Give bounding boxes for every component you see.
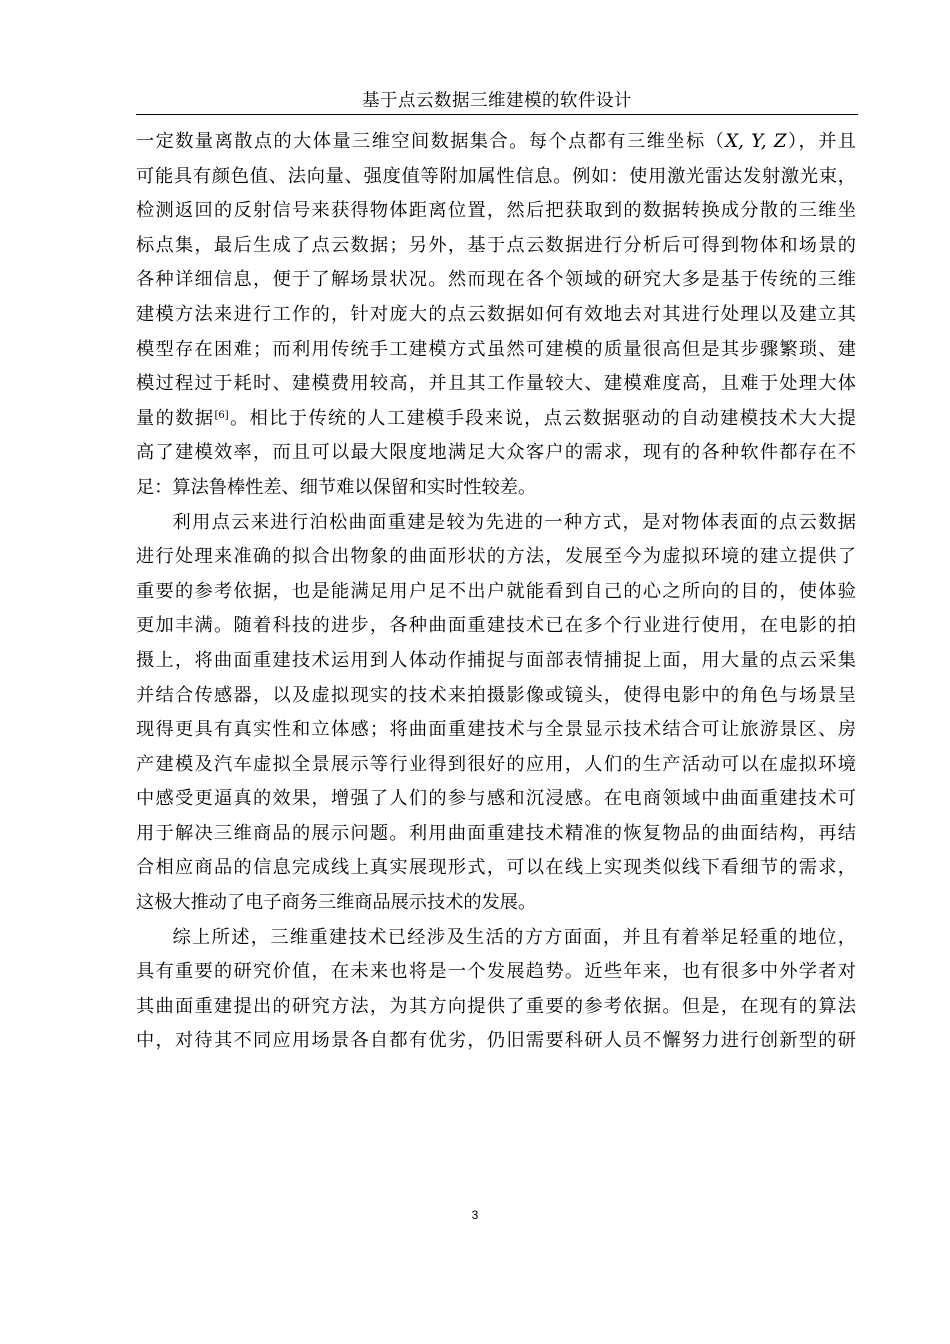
paragraph-2-line-5: 摄上，将曲面重建技术运用到人体动作捕捉与面部表情捕捉上面，用大量的点云采集 xyxy=(136,649,856,671)
paragraph-1-line-9: 量的数据[6]。相比于传统的人工建模手段来说，点云数据驱动的自动建模技术大大提 xyxy=(136,407,856,429)
paragraph-1-line-2: 可能具有颜色值、法向量、强度值等附加属性信息。例如：使用激光雷达发射激光束， xyxy=(136,165,856,187)
paragraph-2-line-8: 产建模及汽车虚拟全景展示等行业得到很好的应用，人们的生产活动可以在虚拟环境 xyxy=(136,753,856,775)
paragraph-3-line-4: 中，对待其不同应用场景各自都有优劣，仍旧需要科研人员不懈努力进行创新型的研 xyxy=(136,1030,856,1052)
paragraph-2-line-10: 用于解决三维商品的展示问题。利用曲面重建技术精准的恢复物品的曲面结构，再结 xyxy=(136,822,856,844)
paragraph-1-line-5: 各种详细信息，便于了解场景状况。然而现在各个领域的研究大多是基于传统的三维 xyxy=(136,269,856,291)
paragraph-2-line-12: 这极大推动了电子商务三维商品展示技术的发展。 xyxy=(136,892,537,914)
paragraph-1-line-1: 一定数量离散点的大体量三维空间数据集合。每个点都有三维坐标（X, Y, Z），并且 xyxy=(136,131,856,152)
page-number: 3 xyxy=(471,1208,479,1222)
paragraph-1-line-4: 标点集，最后生成了点云数据；另外，基于点云数据进行分析后可得到物体和场景的 xyxy=(136,234,856,256)
paragraph-2-line-3: 重要的参考依据，也是能满足用户足不出户就能看到自己的心之所向的目的，使体验 xyxy=(136,580,856,602)
paragraph-3-line-1: 综上所述，三维重建技术已经涉及生活的方方面面，并且有着举足轻重的地位， xyxy=(172,926,856,948)
paragraph-1-line-6: 建模方法来进行工作的，针对庞大的点云数据如何有效地去对其进行处理以及建立其 xyxy=(136,303,856,325)
header-rule xyxy=(136,114,858,115)
citation-reference[interactable]: [6] xyxy=(214,409,229,421)
paragraph-1-line-3: 检测返回的反射信号来获得物体距离位置，然后把获取到的数据转换成分散的三维坐 xyxy=(136,200,856,222)
paragraph-1-line-11: 足：算法鲁棒性差、细节难以保留和实时性较差。 xyxy=(136,476,537,498)
paragraph-2-line-1: 利用点云来进行泊松曲面重建是较为先进的一种方式，是对物体表面的点云数据 xyxy=(172,511,856,533)
paragraph-1-line-7: 模型存在困难；而利用传统手工建模方式虽然可建模的质量很高但是其步骤繁琐、建 xyxy=(136,338,856,360)
paragraph-2-line-4: 更加丰满。随着科技的进步，各种曲面重建技术已在多个行业进行使用，在电影的拍 xyxy=(136,615,856,637)
paragraph-3-line-2: 具有重要的研究价值，在未来也将是一个发展趋势。近些年来，也有很多中外学者对 xyxy=(136,961,856,983)
paragraph-2-line-6: 并结合传感器，以及虚拟现实的技术来拍摄影像或镜头，使得电影中的角色与场景呈 xyxy=(136,684,856,706)
paragraph-2-line-11: 合相应商品的信息完成线上真实展现形式，可以在线上实现类似线下看细节的需求， xyxy=(136,857,856,879)
paragraph-2-line-2: 进行处理来准确的拟合出物象的曲面形状的方法，发展至今为虚拟环境的建立提供了 xyxy=(136,546,856,568)
paragraph-2-line-7: 现得更具有真实性和立体感；将曲面重建技术与全景显示技术结合可让旅游景区、房 xyxy=(136,719,856,741)
running-header: 基于点云数据三维建模的软件设计 xyxy=(362,91,632,111)
coordinate-variables: X, Y, Z xyxy=(725,131,787,152)
paragraph-2-line-9: 中感受更逼真的效果，增强了人们的参与感和沉浸感。在电商领域中曲面重建技术可 xyxy=(136,788,856,810)
paragraph-1-line-8: 模过程过于耗时、建模费用较高，并且其工作量较大、建模难度高，且难于处理大体 xyxy=(136,373,856,395)
body-text xyxy=(136,125,856,1059)
paragraph-3-line-3: 其曲面重建提出的研究方法，为其方向提供了重要的参考依据。但是，在现有的算法 xyxy=(136,995,856,1017)
paragraph-1-line-10: 高了建模效率，而且可以最大限度地满足大众客户的需求，现有的各种软件都存在不 xyxy=(136,442,856,464)
